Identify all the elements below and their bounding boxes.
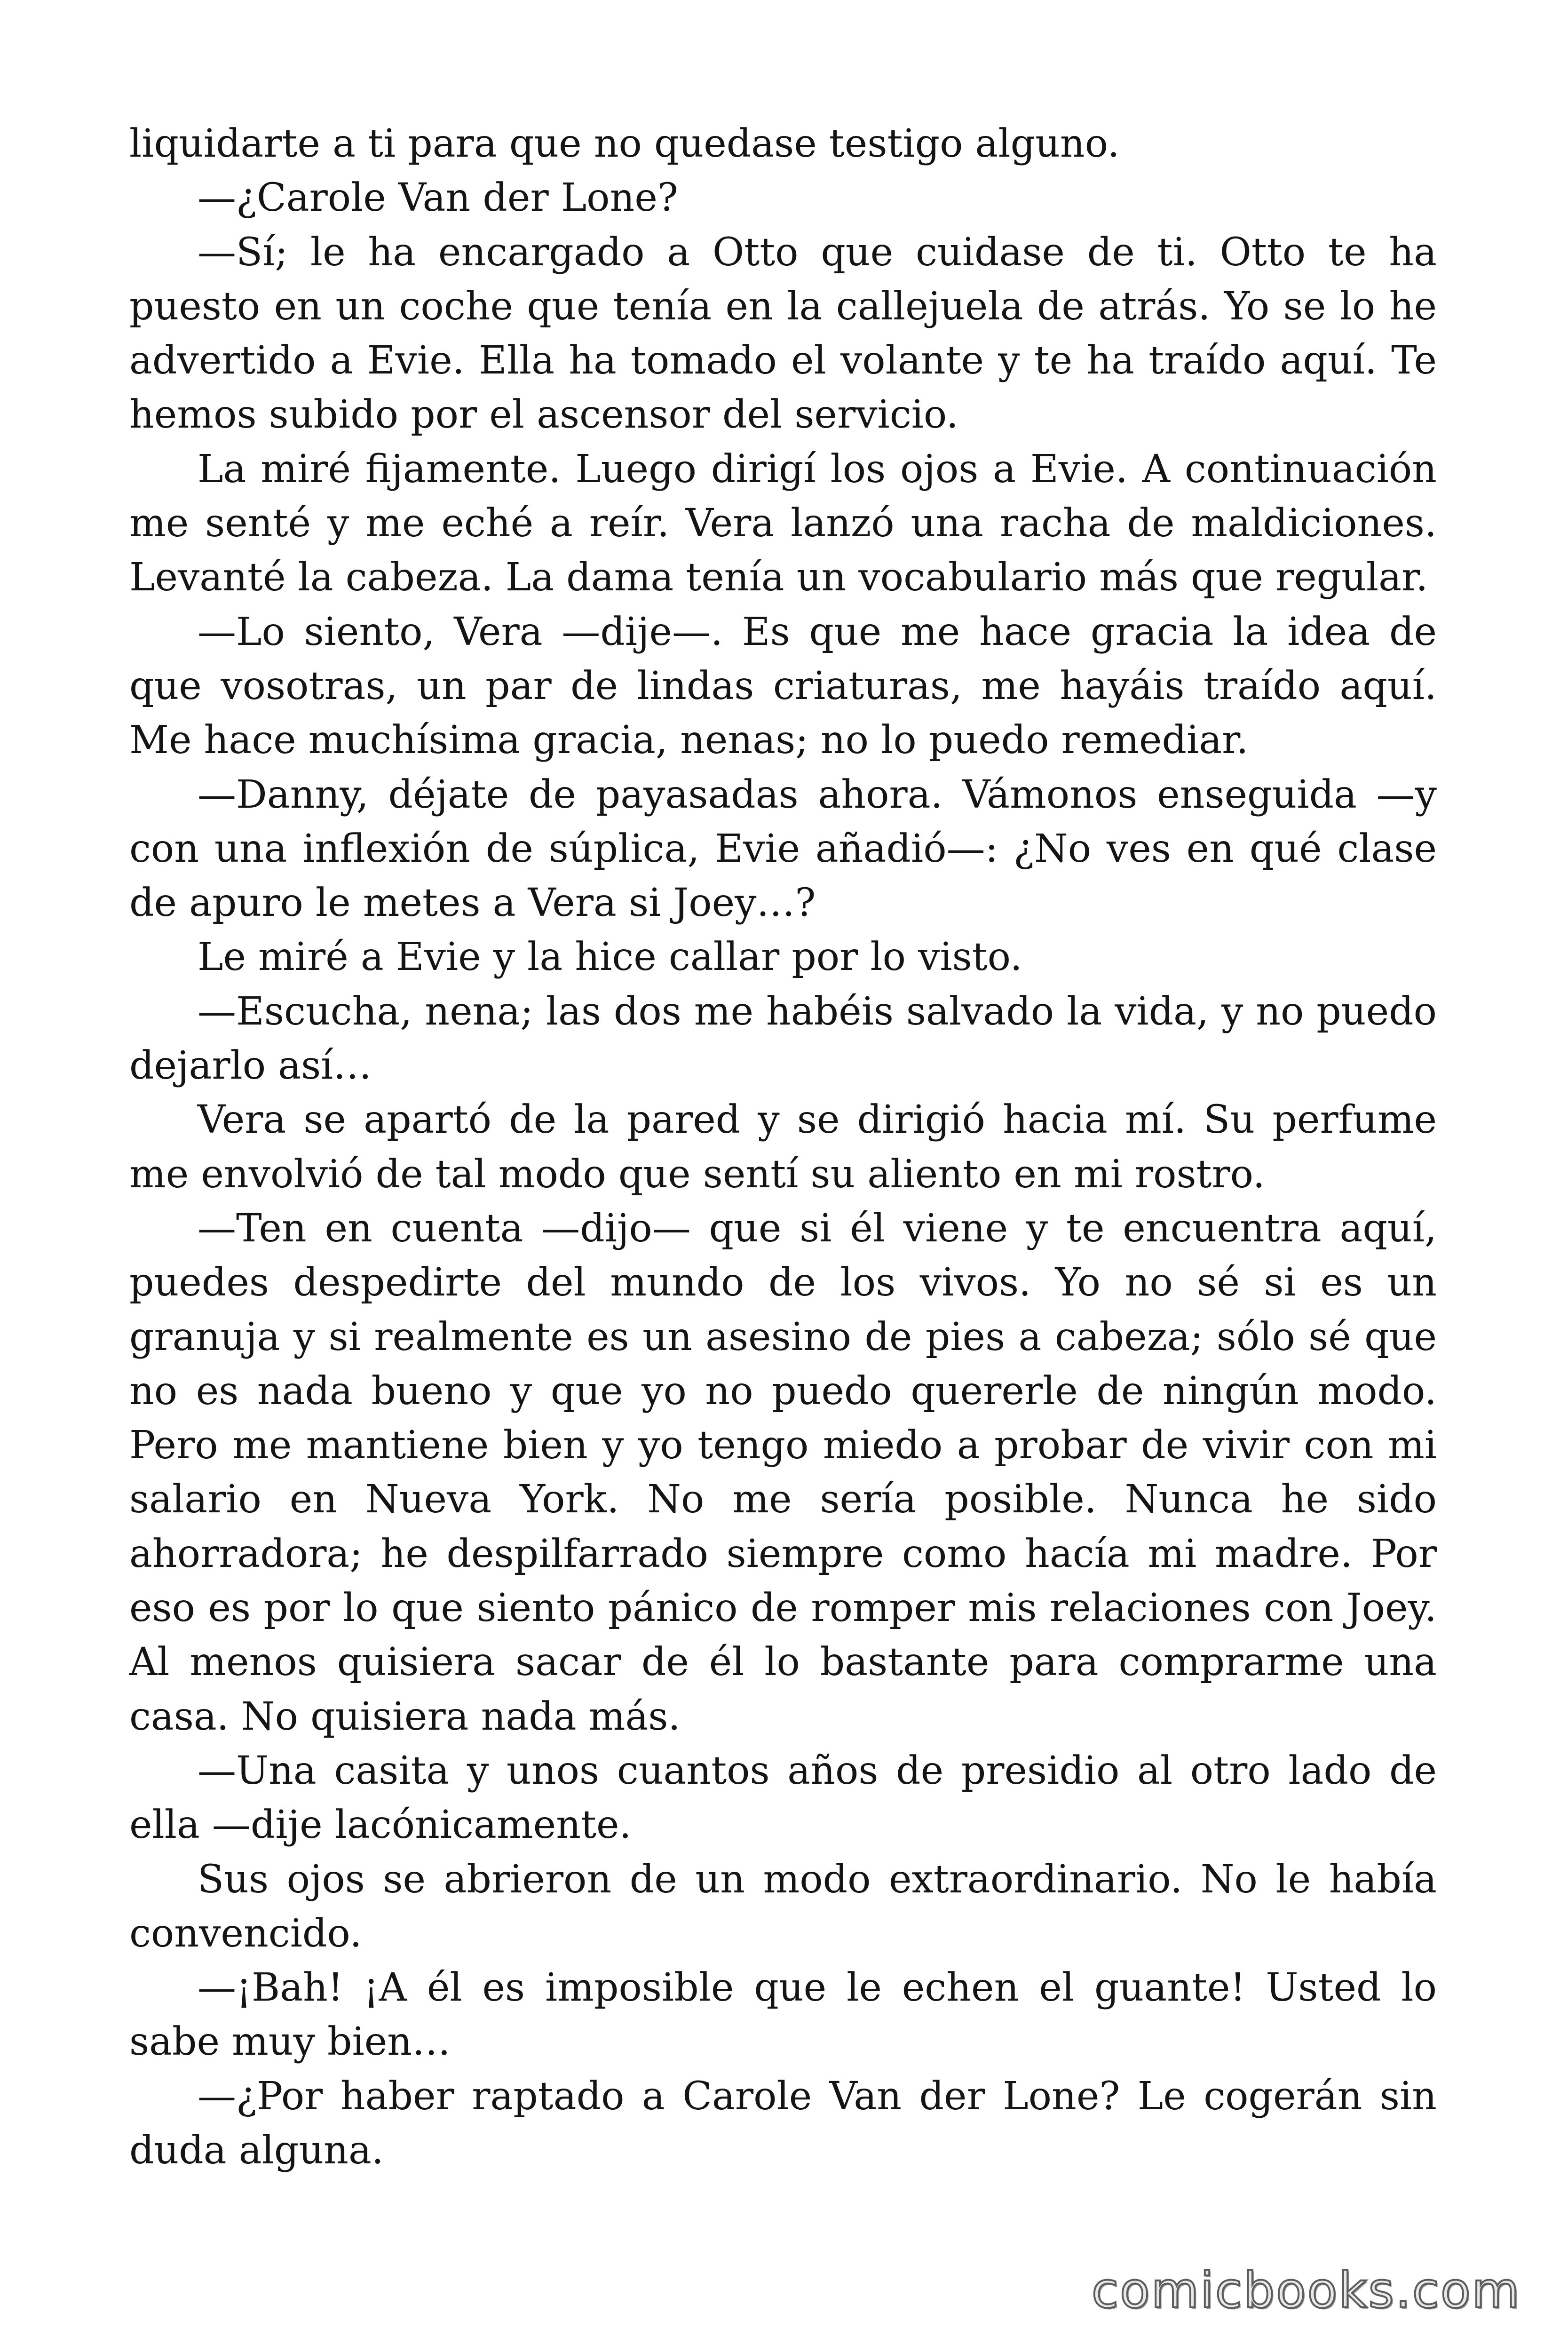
paragraph: —Ten en cuenta —dijo— que si él viene y te encuentra aquí, puedes despedirte del mundo de los vivos. Yo no sé si es un granuja y si realmente es un asesino de pies a cabeza; sólo sé que no es nada bueno y que yo no puedo quererle de ningún modo. Pero me mantiene bien y yo tengo miedo a probar de vivir con mi salario en Nueva York. No me sería posible. Nunca he sido ahorradora; he despilfarrado siempre como hacía mi madre. Por eso es por lo que siento pánico de romper mis relaciones con Joey. Al menos quisiera sacar de él lo bastante para comprarme una casa. No quisiera nada más.: [129, 1206, 1437, 1739]
page-body: [129, 117, 1437, 2177]
paragraph: —Escucha, nena; las dos me habéis salvado la vida, y no puedo dejarlo así…: [129, 989, 1437, 1089]
paragraph: —Lo siento, Vera —dije—. Es que me hace gracia la idea de que vosotras, un par de lindas criaturas, me hayáis traído aquí. Me hace muchísima gracia, nenas; no lo puedo remediar.: [129, 609, 1437, 763]
paragraph: —¿Por haber raptado a Carole Van der Lone? Le cogerán sin duda alguna.: [129, 2074, 1437, 2173]
paragraph: —¡Bah! ¡A él es imposible que le echen el guante! Usted lo sabe muy bien…: [129, 1965, 1437, 2065]
paragraph: —¿Carole Van der Lone?: [198, 175, 678, 221]
paragraph: La miré fijamente. Luego dirigí los ojos a Evie. A continuación me senté y me eché a reír. Vera lanzó una racha de maldiciones. Levanté la cabeza. La dama tenía un vocabulario más que regular.: [129, 446, 1437, 600]
paragraph: Le miré a Evie y la hice callar por lo visto.: [198, 935, 1022, 980]
paragraph: Vera se apartó de la pared y se dirigió hacia mí. Su perfume me envolvió de tal modo que sentí su aliento en mi rostro.: [129, 1097, 1437, 1197]
paragraph: liquidarte a ti para que no quedase testigo alguno.: [129, 121, 1120, 166]
paragraph: —Una casita y unos cuantos años de presidio al otro lado de ella —dije lacónicamente.: [129, 1748, 1437, 1848]
paragraph: Sus ojos se abrieron de un modo extraordinario. No le había convencido.: [129, 1857, 1437, 1956]
watermark: comicbooks.com: [1091, 2262, 1521, 2319]
paragraph: —Sí; le ha encargado a Otto que cuidase de ti. Otto te ha puesto en un coche que tenía en la callejuela de atrás. Yo se lo he advertido a Evie. Ella ha tomado el volante y te ha traído aquí. Te hemos subido por el ascensor del servicio.: [129, 230, 1437, 437]
paragraph: —Danny, déjate de payasadas ahora. Vámonos enseguida —y con una inflexión de súplica, Evie añadió—: ¿No ves en qué clase de apuro le metes a Vera si Joey…?: [129, 772, 1437, 926]
